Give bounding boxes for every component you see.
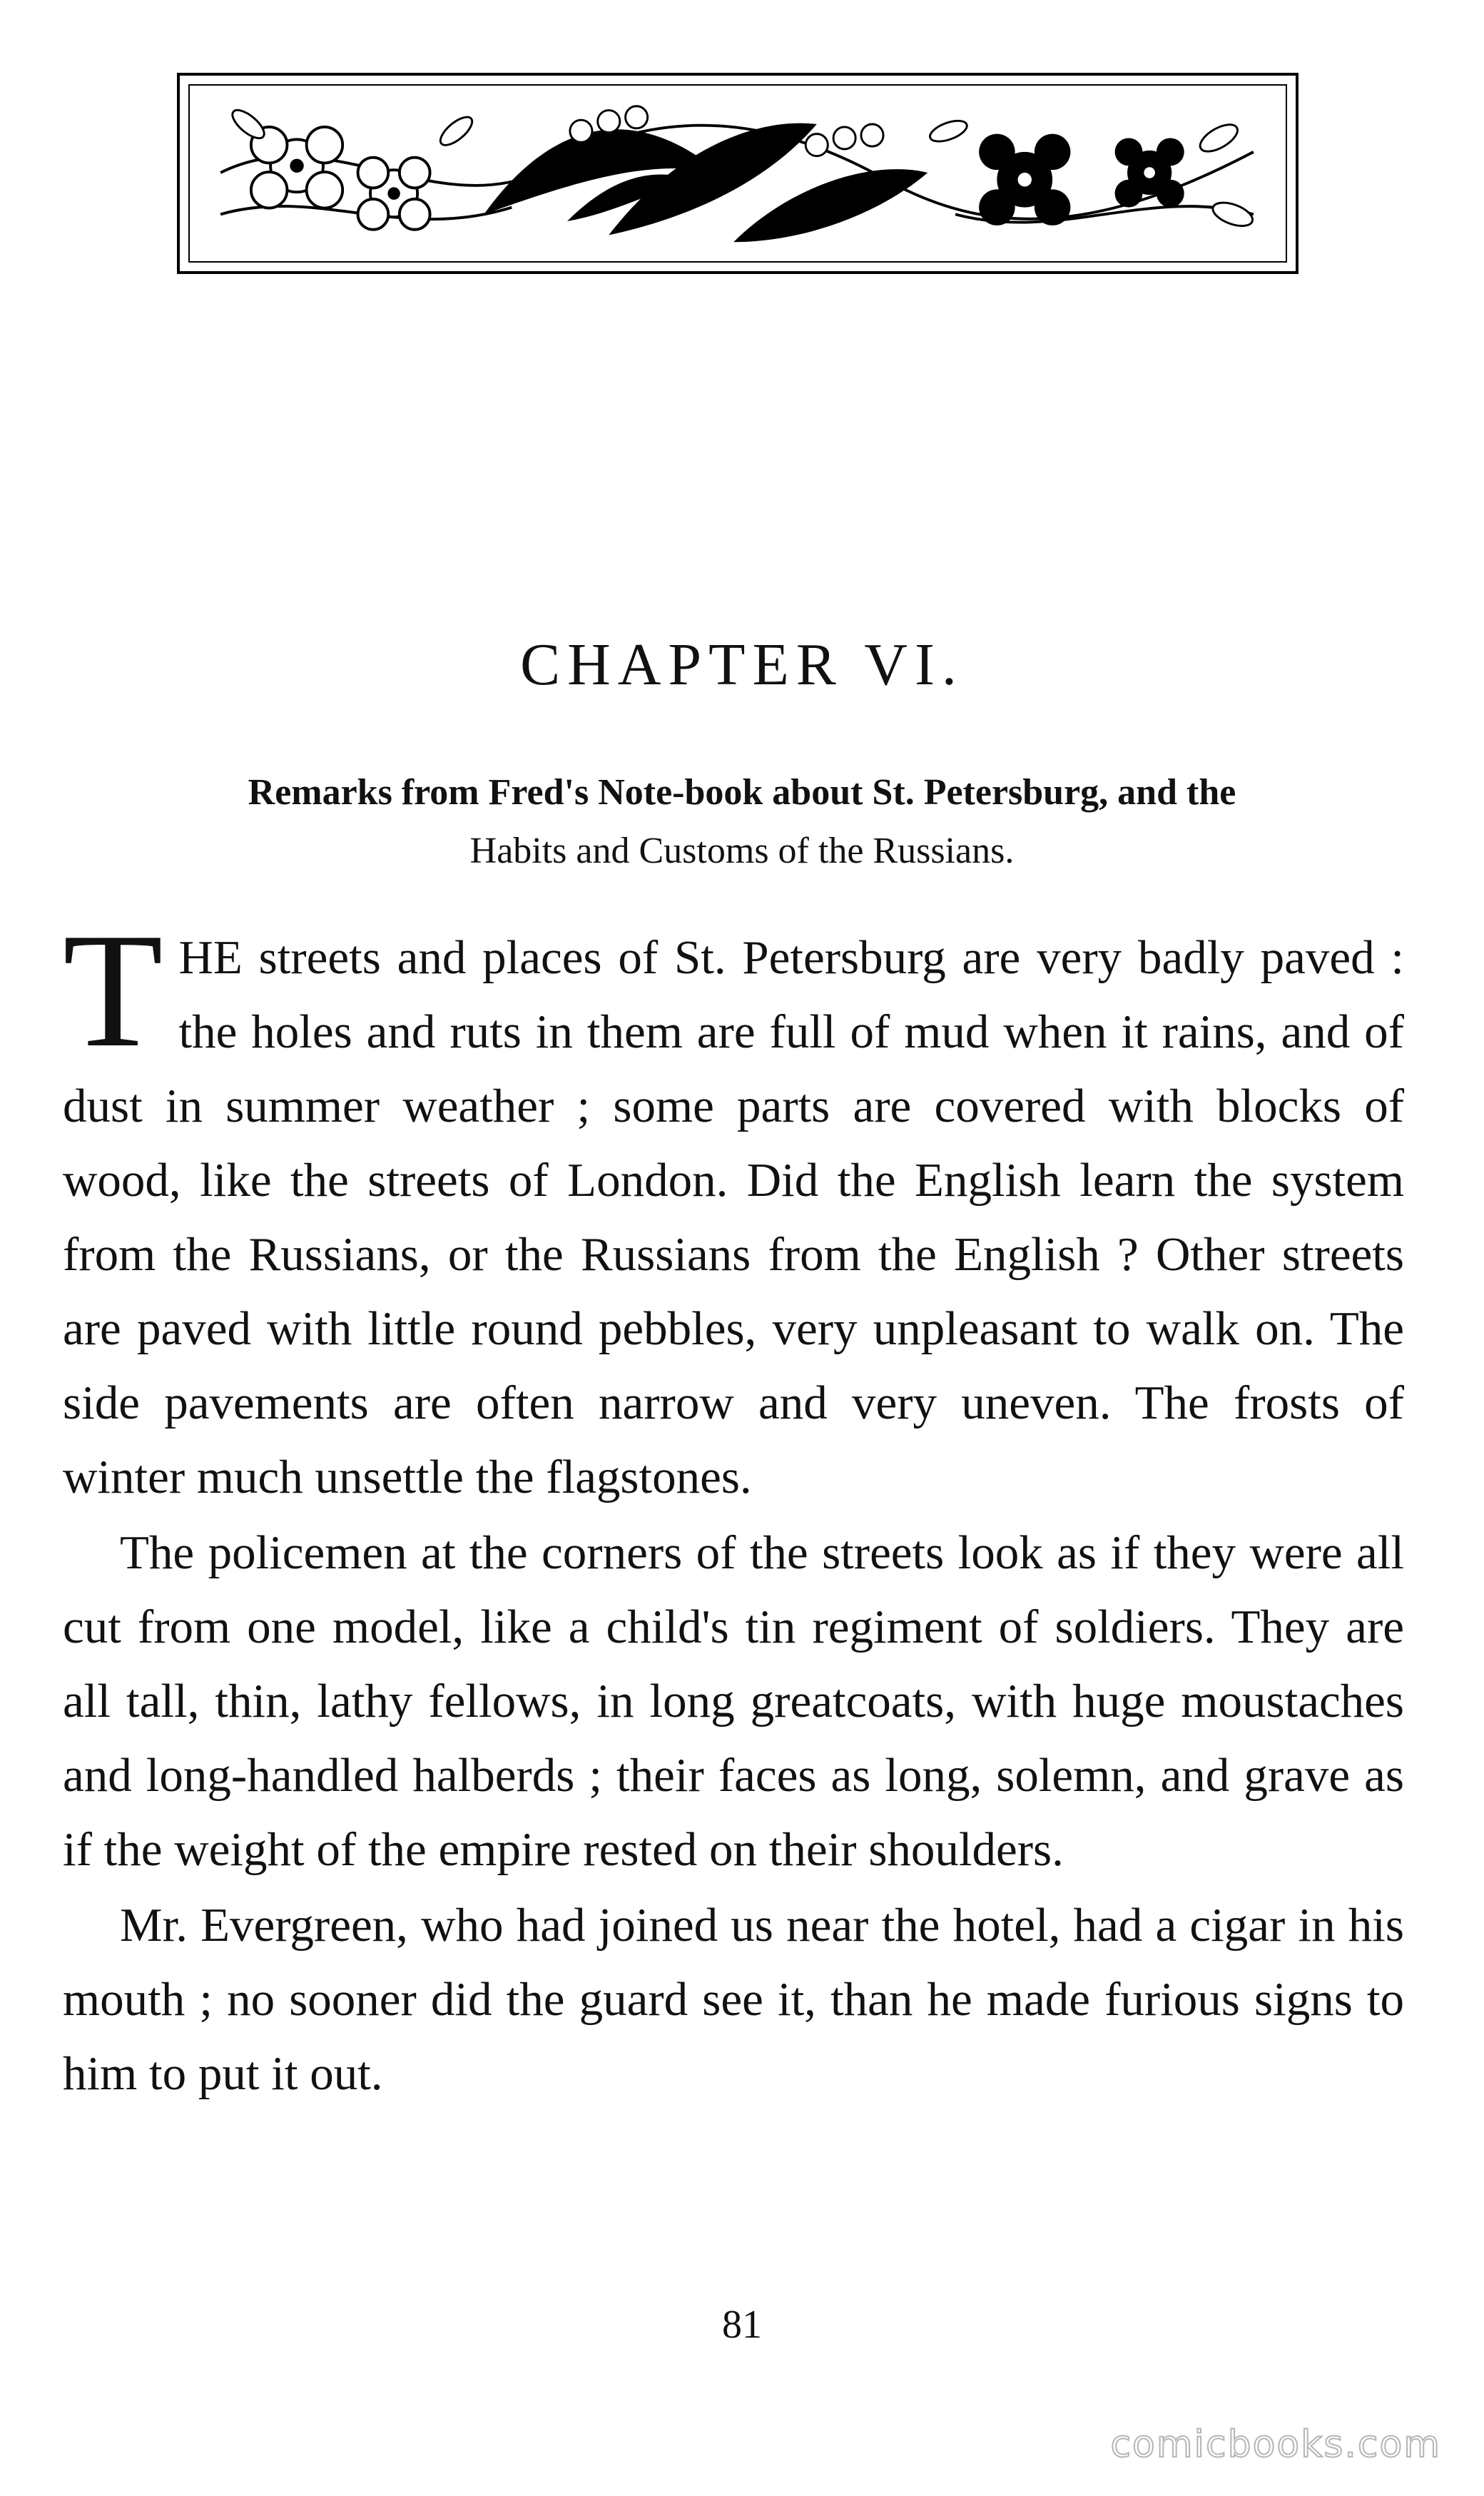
chapter-summary-line-1: Remarks from Fred's Note-book about St. Petersburg, and the — [248, 772, 1236, 813]
watermark: comicbooks.com — [1110, 2423, 1441, 2466]
chapter-title: CHAPTER VI. — [520, 631, 964, 698]
paragraph-1 — [63, 899, 1404, 1514]
paragraph-2: The policemen at the corners of the streets look as if they were all cut from one model, like a child's tin regiment of soldiers. They are all tall, thin, lathy fellows, in long greatcoats, with huge moustaches and long-handled halberds ; their faces as long, solemn, and grave as if the weight of the empire rested on their shoulders. — [63, 1526, 1404, 1876]
paragraph-3: Mr. Evergreen, who had joined us near the hotel, had a cigar in his mouth ; no sooner did the guard see it, than he made furious signs to him to put it out. — [63, 1899, 1404, 2100]
floral-ornament-icon — [180, 76, 1296, 271]
headpiece-ornament — [177, 73, 1298, 274]
drop-cap: T — [63, 899, 163, 1081]
chapter-summary-line-2: Habits and Customs of the Russians. — [469, 831, 1015, 871]
chapter-summary — [100, 763, 1384, 881]
page-number: 81 — [722, 2303, 762, 2347]
body-text — [63, 899, 1404, 2111]
paragraph-1-text: HE streets and places of St. Petersburg are very badly paved : the holes and ruts in them are full of mud when it rains, and of dust in summer weather ; some parts are covered with blocks of wood, like the streets of London. Did the English learn the system from the Russians, or the Russians from the English ? Other streets are paved with little round pebbles, very unpleasant to walk on. The side pavements are often narrow and very uneven. The frosts of winter much unsettle the flagstones. — [63, 931, 1404, 1503]
